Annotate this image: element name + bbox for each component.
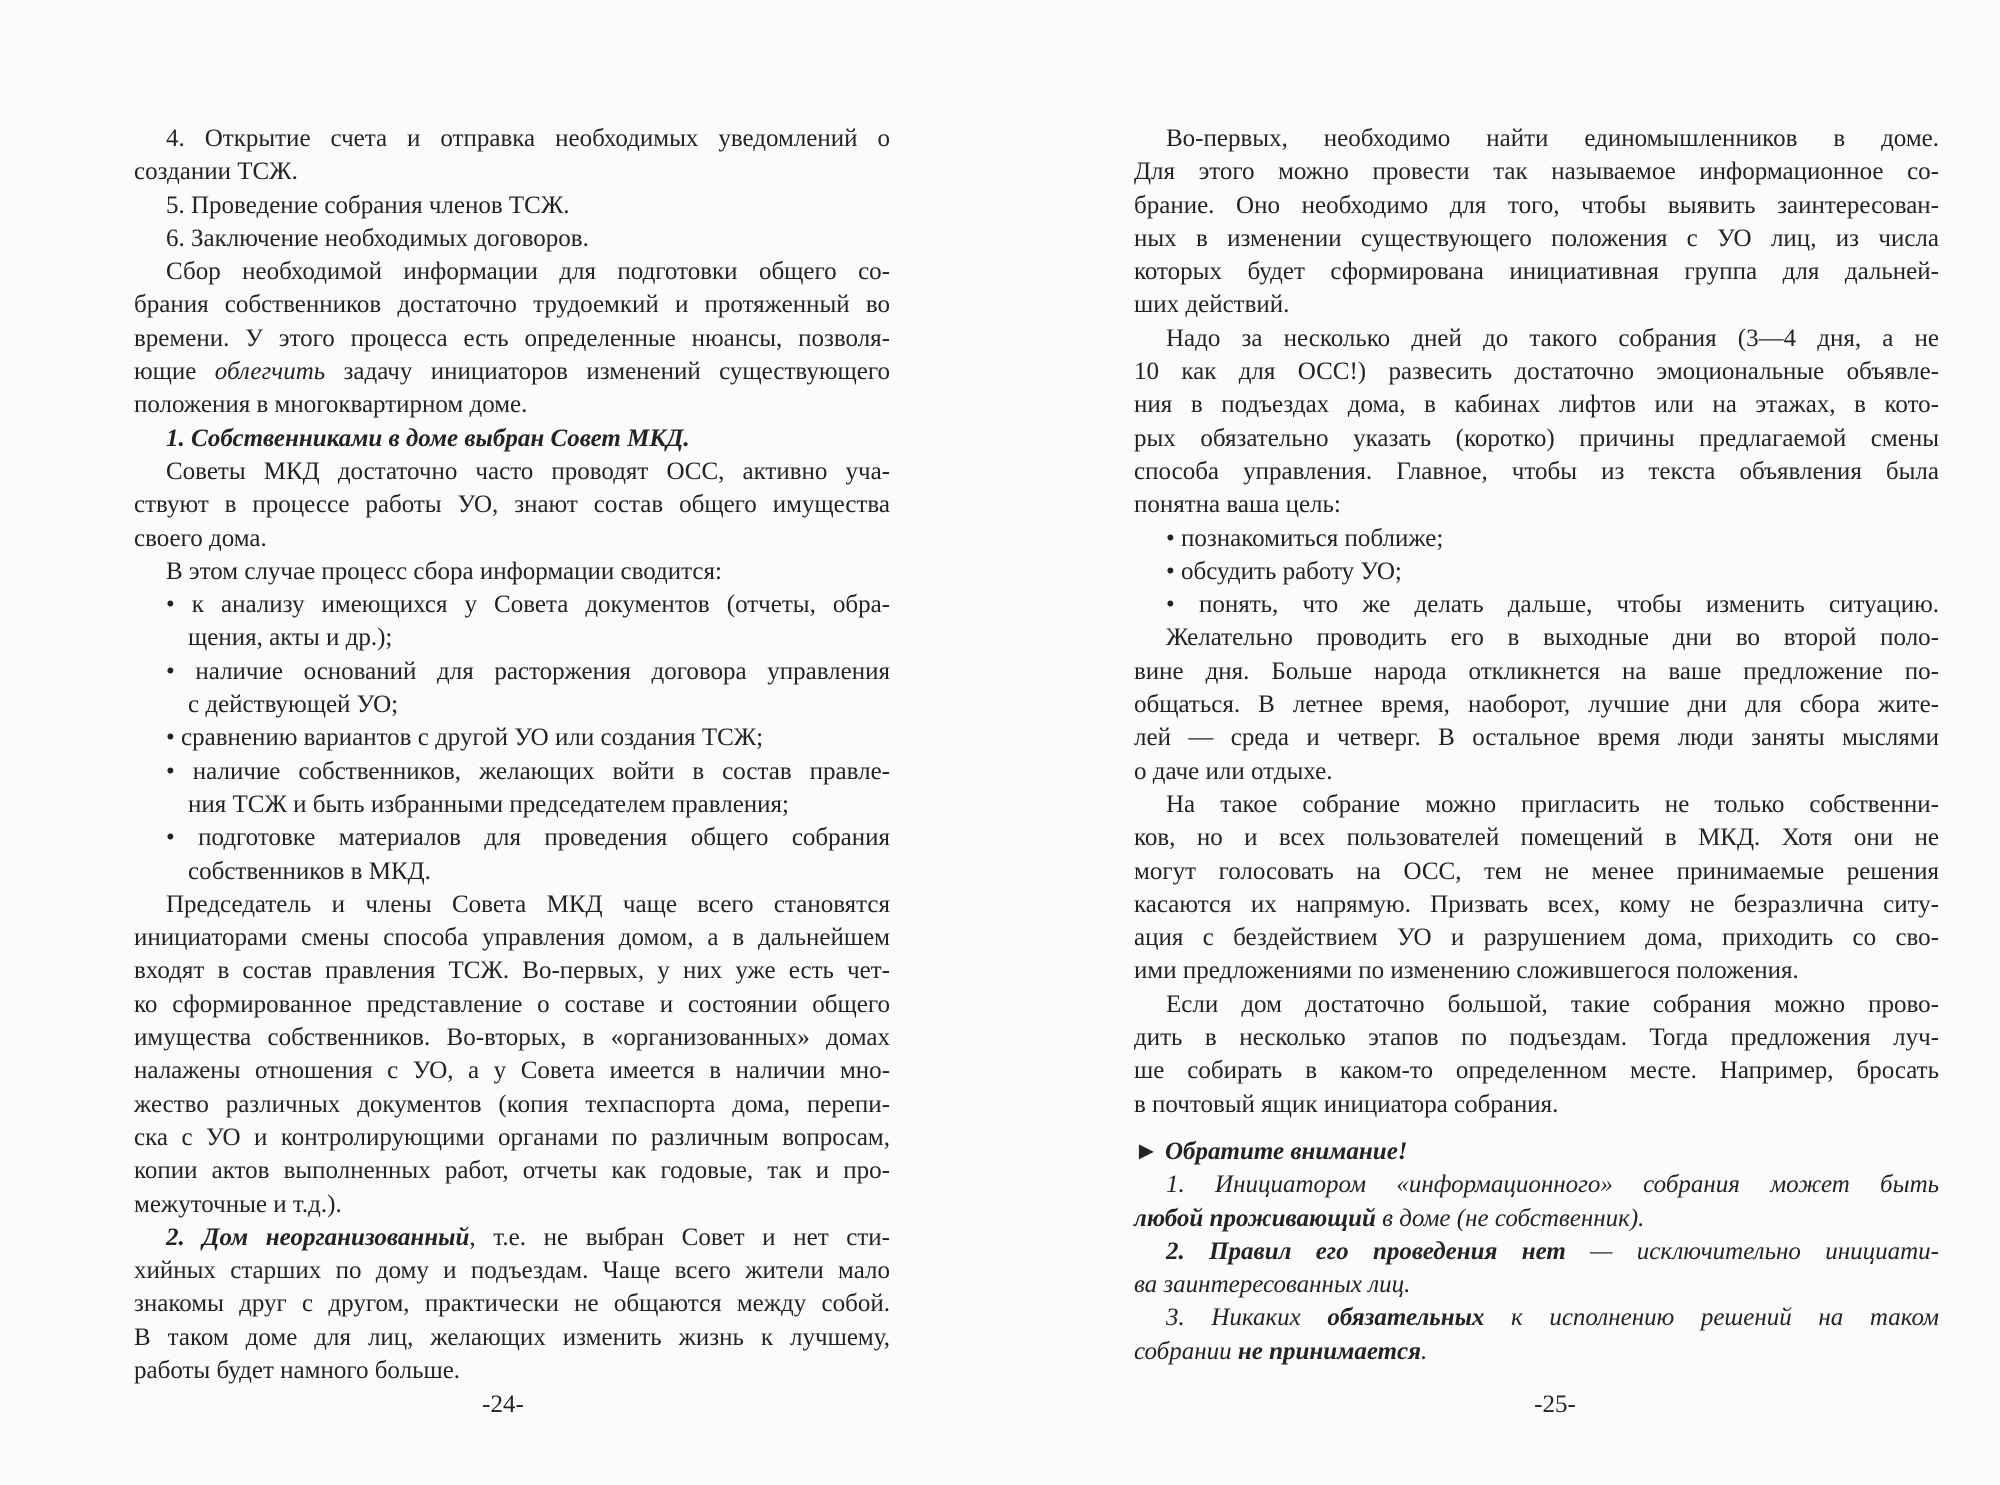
bullet-item: • обсудить работу УО;	[1166, 557, 1402, 585]
text-line: знакомы друг с другом, практически не общаются между собой.	[134, 1290, 890, 1318]
text-line: понятна ваша цель:	[1134, 491, 1341, 519]
right-page	[1134, 122, 1939, 1368]
text-line: могут голосовать на ОСС, тем не менее принимаемые решения	[1134, 857, 1939, 885]
bullet-item: • наличие собственников, желающих войти в состав правле-	[166, 757, 890, 785]
text-line: с действующей УО;	[188, 691, 399, 719]
text-line: Председатель и члены Совета МКД чаще всего становятся	[166, 890, 890, 918]
text-line: ния в подъездах дома, в кабинах лифтов или на этажах, в кото-	[1134, 391, 1939, 419]
note-line: 1. Инициатором «информационного» собрания может быть	[1166, 1171, 1939, 1199]
text-line: ими предложениями по изменению сложившегося положения.	[1134, 957, 1799, 985]
spacer	[1134, 1121, 1939, 1135]
text-line: положения в многоквартирном доме.	[134, 391, 528, 419]
text-line: способа управления. Главное, чтобы из текста объявления была	[1134, 457, 1939, 485]
text-line: Сбор необходимой информации для подготовки общего со-	[166, 258, 890, 286]
text-line: времени. У этого процесса есть определенные нюансы, позволя-	[134, 324, 890, 352]
text-line: вине дня. Больше народа откликнется на ваше предложение по-	[1134, 657, 1939, 685]
text-line: в почтовый ящик инициатора собрания.	[1134, 1090, 1559, 1118]
bullet-item: • сравнению вариантов с другой УО или создания ТСЖ;	[166, 724, 764, 752]
text-line: ко сформированное представление о составе и состоянии общего	[134, 990, 890, 1018]
text-line: налажены отношения с УО, а у Совета имеется в наличии мно-	[134, 1057, 890, 1085]
note-line: ва заинтересованных лиц.	[1134, 1271, 1411, 1299]
text-line: 4. Открытие счета и отправка необходимых уведомлений о	[166, 125, 890, 152]
text-line: щения, акты и др.);	[188, 624, 393, 652]
text-line: 6. Заключение необходимых договоров.	[166, 224, 589, 252]
text-line: лей — среда и четверг. В остальное время люди заняты мыслями	[1134, 724, 1939, 752]
text-line: На такое собрание можно пригласить не только собственни-	[1166, 790, 1939, 818]
text-line: ков, но и всех пользователей помещений в МКД. Хотя они не	[1134, 824, 1939, 852]
bullet-item: • подготовке материалов для проведения общего собрания	[166, 824, 890, 852]
text-line: Если дом достаточно большой, такие собрания можно прово-	[1166, 990, 1939, 1018]
text-line: межуточные и т.д.).	[134, 1190, 342, 1218]
text-line: ше собирать в каком-то определенном месте. Например, бросать	[1134, 1057, 1939, 1085]
text-line: ска с УО и контролирующими органами по различным вопросам,	[134, 1123, 890, 1151]
text-line: 10 как для ОСС!) развесить достаточно эмоциональные объявле-	[1134, 358, 1939, 386]
text-line: В таком доме для лиц, желающих изменить жизнь к лучшему,	[134, 1323, 890, 1351]
bullet-item: • познакомиться поближе;	[1166, 524, 1444, 552]
text-line: В этом случае процесс сбора информации сводится:	[166, 557, 722, 585]
note-line: собрании не принимается.	[1134, 1337, 1428, 1365]
text-line: инициаторами смены способа управления домом, а в дальнейшем	[134, 924, 890, 952]
text-line: брание. Оно необходимо для того, чтобы выявить заинтересован-	[1134, 191, 1939, 219]
text-line: Для этого можно провести так называемое информационное со-	[1134, 158, 1939, 186]
text-line: касаются их напрямую. Призвать всех, кому не безразлична ситу-	[1134, 890, 1939, 918]
bullet-item: • наличие оснований для расторжения договора управления	[166, 657, 890, 685]
text-line: Надо за несколько дней до такого собрания (3—4 дня, а не	[1166, 324, 1939, 352]
note-heading: ► Обратите внимание!	[1134, 1137, 1408, 1165]
text-line: жество различных документов (копия техпаспорта дома, перепи-	[134, 1090, 890, 1118]
text-line: хийных старших по дому и подъездам. Чаще всего жители мало	[134, 1257, 890, 1285]
text-line: которых будет сформирована инициативная группа для дальней-	[1134, 258, 1939, 286]
text-line: рых обязательно указать (коротко) причины предлагаемой смены	[1134, 424, 1939, 452]
text-line: имущества собственников. Во-вторых, в «организованных» домах	[134, 1024, 890, 1052]
text-line: о даче или отдыхе.	[1134, 757, 1333, 785]
text-line: копии актов выполненных работ, отчеты как годовые, так и про-	[134, 1157, 890, 1185]
left-page	[134, 122, 890, 1387]
text-line: 2. Дом неорганизованный, т.е. не выбран Совет и нет сти-	[166, 1223, 890, 1251]
note-line: 3. Никаких обязательных к исполнению решений на таком	[1166, 1304, 1939, 1332]
text-line: ния ТСЖ и быть избранными председателем правления;	[188, 790, 789, 818]
page-number-left: -24-	[482, 1391, 524, 1418]
text-line: Желательно проводить его в выходные дни во второй поло-	[1166, 624, 1939, 652]
text-line: ших действий.	[1134, 291, 1290, 319]
text-line: ных в изменении существующего положения с УО лиц, из числа	[1134, 224, 1939, 252]
note-line: 2. Правил его проведения нет — исключительно инициати-	[1166, 1237, 1939, 1265]
note-line: любой проживающий в доме (не собственник).	[1134, 1204, 1645, 1232]
bullet-item: • понять, что же делать дальше, чтобы изменить ситуацию.	[1166, 591, 1939, 619]
page-number-right: -25-	[1534, 1391, 1576, 1418]
text-line: Во-первых, необходимо найти единомышленников в доме.	[1166, 125, 1939, 152]
text-line: дить в несколько этапов по подъездам. Тогда предложения луч-	[1134, 1024, 1939, 1052]
bullet-item: • к анализу имеющихся у Совета документов (отчеты, обра-	[166, 591, 890, 619]
section-heading: 1. Собственниками в доме выбран Совет МКД.	[166, 424, 690, 452]
text-line: общаться. В летнее время, наоборот, лучшие дни для сбора жите-	[1134, 691, 1939, 719]
text-line: ствуют в процессе работы УО, знают состав общего имущества	[134, 491, 890, 519]
text-line: собственников в МКД.	[188, 857, 431, 885]
text-line: 5. Проведение собрания членов ТСЖ.	[166, 191, 570, 219]
text-line: входят в состав правления ТСЖ. Во-первых, у них уже есть чет-	[134, 957, 890, 985]
text-line: работы будет намного больше.	[134, 1356, 461, 1384]
text-line: ация с бездействием УО и разрушением дома, приходить со сво-	[1134, 924, 1939, 952]
text-line: ющие облегчить задачу инициаторов изменений существующего	[134, 358, 891, 386]
text-line: брания собственников достаточно трудоемкий и протяженный во	[134, 291, 890, 319]
text-line: своего дома.	[134, 524, 267, 552]
text-line: Советы МКД достаточно часто проводят ОСС, активно уча-	[166, 457, 890, 485]
text-line: создании ТСЖ.	[134, 158, 298, 186]
